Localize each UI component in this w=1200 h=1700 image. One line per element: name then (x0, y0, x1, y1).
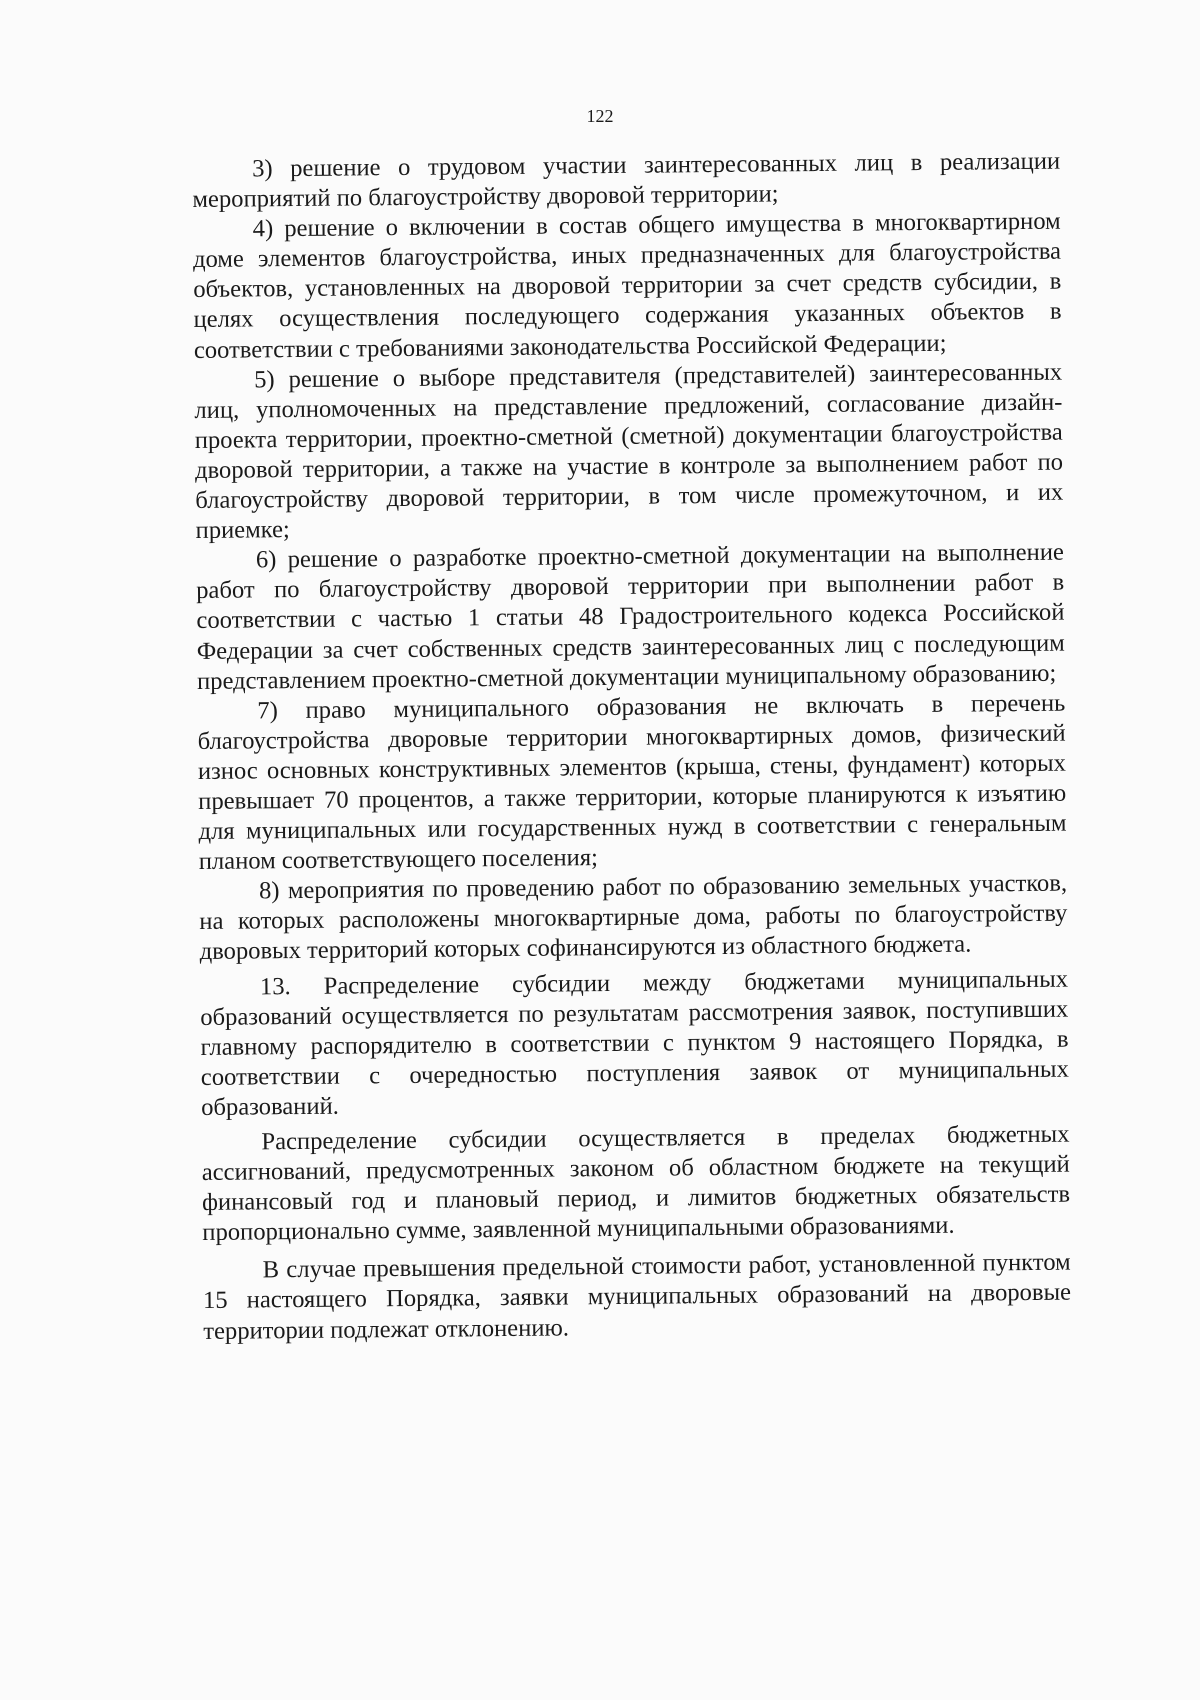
paragraph-item-8: 8) мероприятия по проведению работ по образованию земельных участков, на которых расположены многоквартирные дома, работы по благоустройству дворовых территорий которых софинансируются из областного бюджета. (199, 869, 1068, 966)
paragraph-rejection: В случае превышения предельной стоимости работ, установленной пунктом 15 настоящего Порядка, заявки муниципальных образований на дворовые территории подлежат отклонению. (202, 1248, 1072, 1345)
paragraph-item-3: 3) решение о трудовом участии заинтересованных лиц в реализации мероприятий по благоустройству дворовой территории; (192, 147, 1061, 214)
page-number: 122 (586, 106, 614, 126)
document-body (192, 147, 1071, 1347)
paragraph-item-4: 4) решение о включении в состав общего имущества в многоквартирном доме элементов благоустройства, иных предназначенных для благоустройства объектов, установленных на дворовой территории за счет средств субсидии, в целях осуществления последующего содержания указанных объектов в соответствии с требованиями законодательства Российской Федерации; (192, 207, 1062, 364)
paragraph-item-7: 7) право муниципального образования не включать в перечень благоустройства дворовые территории многоквартирных домов, физический износ основных конструктивных элементов (крыша, стены, фундамент) которых превышает 70 процентов, а также территории, которые планируются к изъятию для муниципальных или государственных нужд в соответствии с генеральным планом соответствующего поселения; (197, 689, 1067, 876)
paragraph-item-6: 6) решение о разработке проектно-сметной документации на выполнение работ по благоустройству дворовой территории при выполнении работ в соответствии с частью 1 статьи 48 Градостроительного кодекса Российской Федерации за счет собственных средств заинтересованных лиц с последующим представлением проектно-сметной документации муниципальному образованию; (196, 538, 1065, 695)
paragraph-section-13: 13. Распределение субсидии между бюджетами муниципальных образований осуществляется по результатам рассмотрения заявок, поступивших главному распорядителю в соответствии с пунктом 9 настоящего Порядка, в соответствии с очередностью поступления заявок от муниципальных образований. (200, 965, 1069, 1121)
paragraph-item-5: 5) решение о выборе представителя (представителей) заинтересованных лиц, уполномоченных на представление предложений, согласование дизайн-проекта территории, проектно-сметной (сметной) документации благоустройства дворовой территории, а также на участие в контроле за выполнением работ по благоустройству дворовой территории, в том числе промежуточном, и их приемке; (194, 358, 1064, 545)
paragraph-distribution-limits: Распределение субсидии осуществляется в пределах бюджетных ассигнований, предусмотренных законом об областном бюджете на текущий финансовый год и плановый период, и лимитов бюджетных обязательств пропорционально сумме, заявленной муниципальными образованиями. (201, 1120, 1071, 1247)
